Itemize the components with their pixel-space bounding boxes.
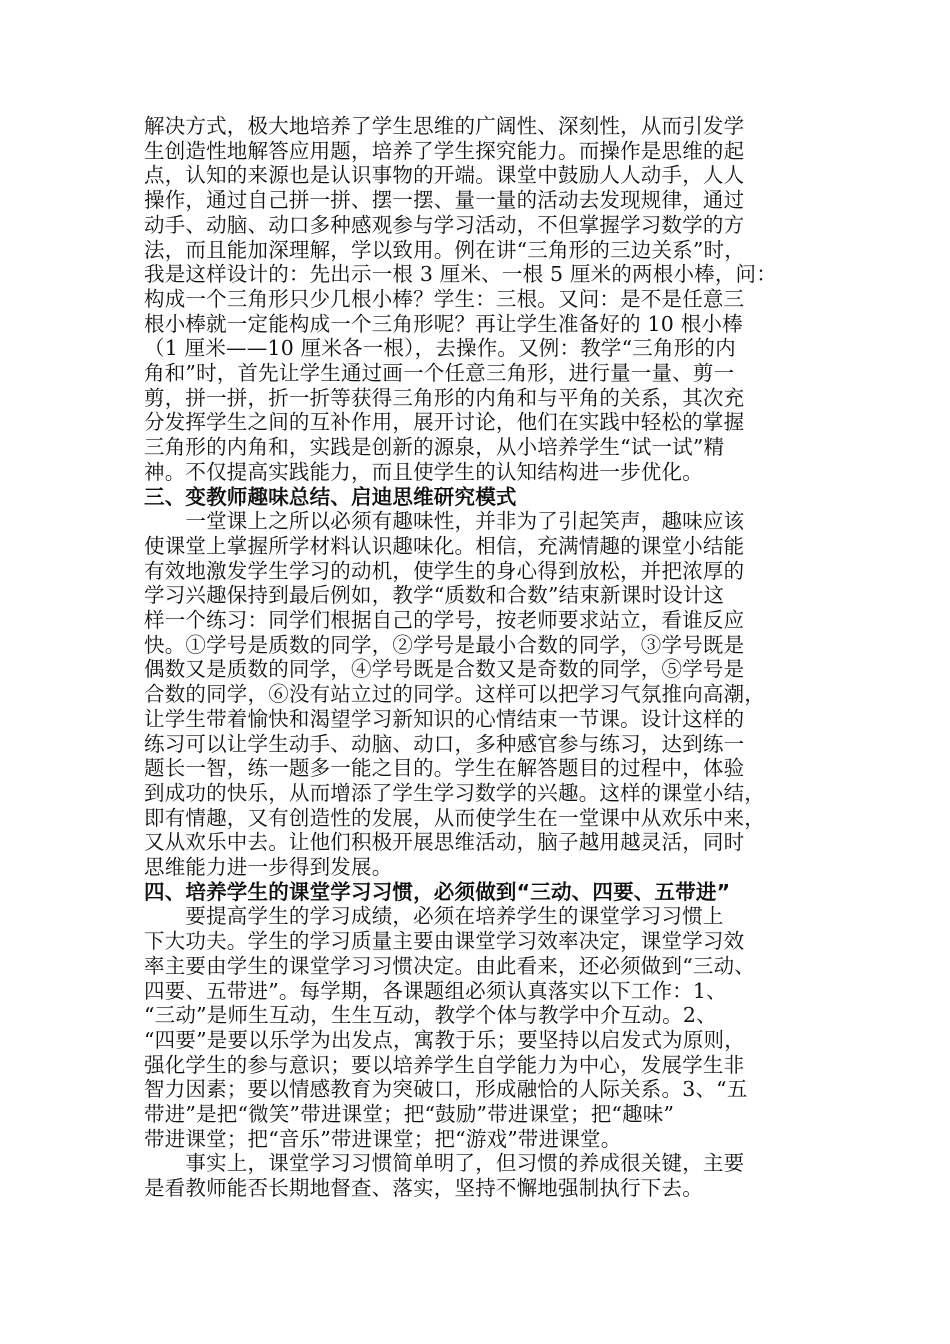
body-text-line: 事实上，课堂学习习惯简单明了，但习惯的养成很关键，主要 [144,1151,745,1176]
body-text-line: 是看教师能否长期地督查、落实，坚持不懈地强制执行下去。 [144,1176,703,1201]
body-text-line: 偶数又是质数的同学，④学号既是合数又是奇数的同学，⑤学号是 [144,657,745,682]
body-text-line: （1 厘米——10 厘米各一根），去操作。又例：教学“三角形的内 [144,336,736,361]
body-text-line: 合数的同学，⑥没有站立过的同学。这样可以把学习气氛推向高潮， [144,682,765,707]
body-text-line: 强化学生的参与意识；要以培养学生自学能力为中心，发展学生非 [144,1052,745,1077]
body-text-line: 操作，通过自己拼一拼、摆一摆、量一量的活动去发现规律，通过 [144,188,745,213]
body-text-line: 解决方式，极大地培养了学生思维的广阔性、深刻性，从而引发学 [144,114,745,138]
body-text-line: 快。①学号是质数的同学，②学号是最小合数的同学，③学号既是 [144,632,745,657]
body-text-line: 让学生带着愉快和渴望学习新知识的心情结束一节课。设计这样的 [144,706,745,731]
body-text-line: 学习兴趣保持到最后例如，教学“质数和合数”结束新课时设计这 [144,583,725,608]
body-text-line: 智力因素；要以情感教育为突破口，形成融恰的人际关系。3、“五 [144,1077,748,1102]
body-text-line: 即有情趣，又有创造性的发展，从而使学生在一堂课中从欢乐中来， [144,805,765,830]
body-text-line: 动手、动脑、动口多种感观参与学习活动，不但掌握学习数学的方 [144,212,745,237]
body-text-line: 使课堂上掌握所学材料认识趣味化。相信，充满情趣的课堂小结能 [144,533,745,558]
body-text-line: 构成一个三角形只少几根小棒？学生：三根。又问：是不是任意三 [144,286,745,311]
body-text-line: 思维能力进一步得到发展。 [144,855,393,879]
body-text-line: 三角形的内角和，实践是创新的源泉，从小培养学生“试一试”精 [144,435,725,460]
body-text-line: 神。不仅提高实践能力，而且使学生的认知结构进一步优化。 [144,459,703,484]
body-text-line: 点，认知的来源也是认识事物的开端。课堂中鼓励人人动手，人人 [144,163,745,188]
body-text-line: 题长一智，练一题多一能之目的。学生在解答题目的过程中，体验 [144,756,745,781]
body-text-line: 分发挥学生之间的互补作用，展开讨论，他们在实践中轻松的掌握 [144,410,745,435]
body-text-line: 剪，拼一拼，折一折等获得三角形的内角和与平角的关系，其次充 [144,385,745,410]
body-text-line: 到成功的快乐，从而增添了学生学习数学的兴趣。这样的课堂小结， [144,780,765,805]
body-text-line: 下大功夫。学生的学习质量主要由课堂学习效率决定，课堂学习效 [144,929,745,954]
body-text-line: 要提高学生的学习成绩，必须在培养学生的课堂学习习惯上 [144,904,724,929]
body-text-line: 我是这样设计的：先出示一根 3 厘米、一根 5 厘米的两根小棒，问： [144,262,777,287]
section-heading-3: 三、变教师趣味总结、启迪思维研究模式 [144,484,517,509]
body-text-line: 练习可以让学生动手、动脑、动口，多种感官参与练习，达到练一 [144,731,745,756]
body-text-line: “三动”是师生互动，生生互动，教学个体与教学中介互动。2、 [144,1003,717,1028]
body-text-line: “四要”是要以乐学为出发点，寓教于乐；要坚持以启发式为原则， [144,1027,745,1052]
body-text-line: 率主要由学生的课堂学习习惯决定。由此看来，还必须做到“三动、 [144,953,755,978]
body-text-line: 又从欢乐中去。让他们积极开展思维活动，脑子越用越灵活，同时 [144,830,745,855]
body-text-line: 角和”时，首先让学生通过画一个任意三角形，进行量一量、剪一 [144,361,735,385]
section-heading-4: 四、培养学生的课堂学习习惯，必须做到“三动、四要、五带进” [144,879,731,904]
body-text-line: 样一个练习：同学们根据自己的学号，按老师要求站立，看谁反应 [144,608,745,632]
body-text-line: 有效地激发学生学习的动机，使学生的身心得到放松，并把浓厚的 [144,558,745,583]
body-text-line: 生创造性地解答应用题，培养了学生探究能力。而操作是思维的起 [144,138,745,163]
body-text-line: 一堂课上之所以必须有趣味性，并非为了引起笑声，趣味应该 [144,509,745,534]
body-text-line: 法，而且能加深理解，学以致用。例在讲“三角形的三边关系”时， [144,237,745,262]
body-text-line: 根小棒就一定能构成一个三角形呢？再让学生准备好的 10 根小棒 [144,311,743,336]
body-text-line: 四要、五带进”。每学期，各课题组必须认真落实以下工作：1、 [144,978,727,1003]
body-text-line: 带进”是把“微笑”带进课堂；把“鼓励”带进课堂；把“趣味” [144,1102,675,1126]
body-text-line: 带进课堂；把“音乐”带进课堂；把“游戏”带进课堂。 [144,1126,622,1151]
